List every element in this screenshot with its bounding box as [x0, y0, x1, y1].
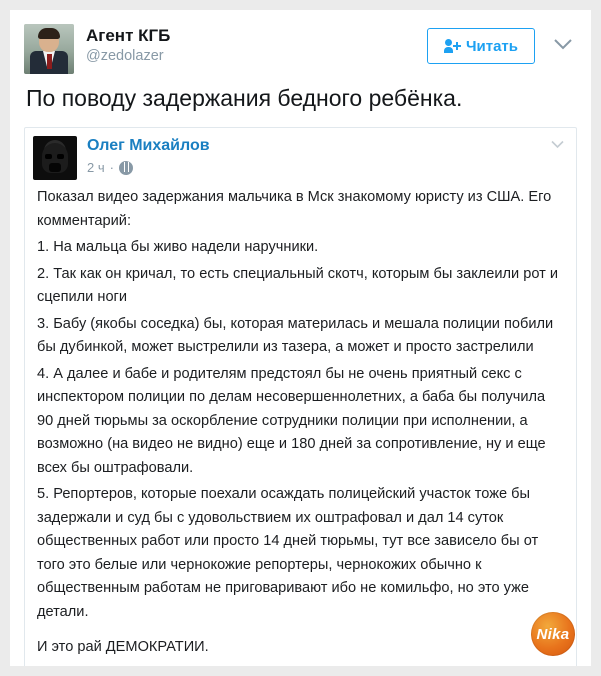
- quoted-paragraph: Показал видео задержания мальчика в Мск знакомому юристу из США. Его комментарий:: [37, 189, 552, 229]
- avatar-eye-left: [45, 154, 52, 159]
- avatar-hair: [38, 28, 60, 39]
- quoted-post-header: [25, 128, 576, 184]
- quoted-paragraph: 4. А далее и бабе и родителям предстоял бы не очень приятный секс с инспектором полиции по делам несовершеннолетних, а баба бы получила 90 дней тюрьмы за оскорбление сотрудники полиции при исполнении, а возможно (на видео не видно) еще и 180 дней за сопротивление, ну и еще всех бы оштрафовали.: [37, 365, 546, 476]
- quoted-author-block: [87, 136, 544, 177]
- quoted-chevron-down-icon[interactable]: [544, 136, 566, 154]
- avatar-eye-right: [57, 154, 64, 159]
- quoted-paragraph: 3. Бабу (якобы соседка) бы, которая материлась и мешала полиции побили бы дубинкой, может выстрелили из тазера, а может и просто застрелили: [37, 315, 554, 355]
- quoted-paragraph: 5. Репортеров, которые поехали осаждать полицейский участок тоже бы задержали и суд бы с удовольствием их оштрафовал и дал 14 суток общественных работ или просто 14 дней тюрьмы, тут все зависело бы от того это белые или чернокожие репортеры, чернокожих обычно к общественным работам не приговаривают ибо не комильфо, но это уже детали.: [37, 486, 539, 620]
- quoted-closing-line: И это рай ДЕМОКРАТИИ.: [37, 639, 209, 655]
- follow-button-label: Читать: [465, 37, 519, 55]
- quoted-author-name[interactable]: Олег Михайлов: [87, 137, 210, 154]
- author-block: [86, 24, 427, 66]
- avatar-mouthpiece: [49, 163, 61, 172]
- user-handle[interactable]: @zedolazer: [86, 48, 164, 64]
- tweet-card: [10, 10, 591, 666]
- quoted-post-body: [25, 184, 576, 664]
- person-plus-icon: [444, 39, 460, 53]
- meta-separator: ·: [109, 160, 114, 175]
- tweet-text: По поводу задержания бедного ребёнка.: [26, 85, 463, 111]
- quoted-post-time[interactable]: 2 ч: [87, 160, 105, 175]
- display-name: Агент КГБ: [86, 26, 171, 45]
- follow-button[interactable]: [427, 28, 535, 64]
- avatar[interactable]: [24, 24, 74, 74]
- avatar-tie: [47, 54, 52, 69]
- quoted-paragraph: 2. Так как он кричал, то есть специальный скотч, которым бы заклеили рот и сцепили ноги: [37, 265, 559, 305]
- quoted-paragraph: 1. На мальца бы живо надели наручники.: [37, 239, 319, 255]
- watermark-badge: Nika: [531, 612, 575, 656]
- globe-icon: [119, 161, 133, 175]
- tweet-header: [10, 10, 591, 80]
- chevron-down-icon[interactable]: [551, 24, 575, 64]
- quoted-avatar[interactable]: [33, 136, 77, 180]
- quoted-post[interactable]: [24, 127, 577, 666]
- quoted-post-meta: [87, 159, 544, 177]
